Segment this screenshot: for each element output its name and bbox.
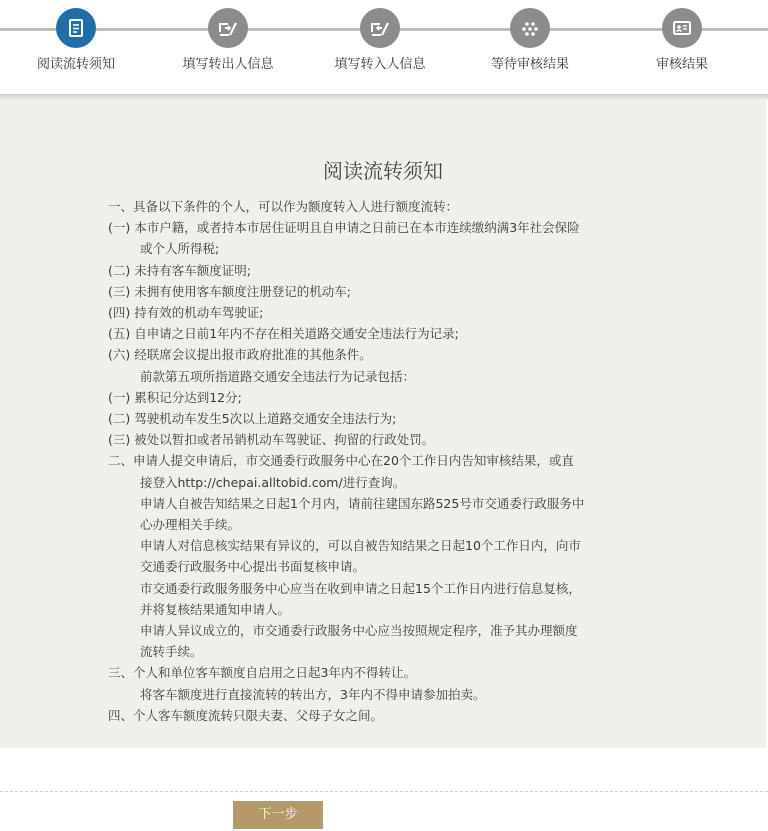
notice-line: 四、个人客车额度流转只限夫妻、父母子女之间。 xyxy=(108,707,384,723)
notice-line: (五) 自申请之日前1年内不存在相关道路交通安全违法行为记录; xyxy=(108,326,459,342)
notice-line: 一、具备以下条件的个人，可以作为额度转入人进行额度流转： xyxy=(108,199,459,214)
step-review-result xyxy=(617,8,747,74)
step-label: 等待审核结果 xyxy=(490,57,569,72)
notice-line: 申请人自被告知结果之日起1个月内，请前往建国东路525号市交通委行政服务中 xyxy=(140,495,585,511)
step-read-notice xyxy=(11,8,141,74)
step-label: 填写转入人信息 xyxy=(334,57,426,72)
notice-line: 将客车额度进行直接流转的转出方，3年内不得申请参加拍卖。 xyxy=(140,686,486,702)
step-transfer-in-info xyxy=(315,8,445,74)
notice-panel xyxy=(0,100,766,748)
notice-line: 并将复核结果通知申请人。 xyxy=(140,601,291,617)
notice-line: (六) 经联席会议提出报市政府批准的其他条件。 xyxy=(108,347,372,363)
id-card-icon xyxy=(662,8,702,48)
notice-body xyxy=(108,196,668,726)
notice-line: 前款第五项所指道路交通安全违法行为记录包括： xyxy=(140,368,416,384)
notice-line: 或个人所得税; xyxy=(140,241,220,257)
footer-divider xyxy=(0,791,768,792)
step-transfer-out-info xyxy=(163,8,293,74)
notice-line: (二) 驾驶机动车发生5次以上道路交通安全违法行为; xyxy=(108,411,397,427)
notice-title: 阅读流转须知 xyxy=(323,159,443,183)
notice-line: 二、申请人提交申请后，市交通委行政服务中心在20个工作日内告知审核结果，或直 xyxy=(108,453,574,469)
notice-line: (二) 未持有客车额度证明; xyxy=(108,262,251,278)
notice-line: 交通委行政服务中心提出书面复核申请。 xyxy=(140,559,366,575)
notice-line: 流转手续。 xyxy=(140,644,203,660)
document-icon xyxy=(56,8,96,48)
notice-line: 心办理相关手续。 xyxy=(140,517,241,533)
notice-line: 申请人异议成立的，市交通委行政服务中心应当按照规定程序，准予其办理额度 xyxy=(140,623,578,639)
notice-line: (一) 本市户籍，或者持本市居住证明且自申请之日前已在本市连续缴纳满3年社会保险 xyxy=(108,220,580,236)
notice-line: 申请人对信息核实结果有异议的，可以自被告知结果之日起10个工作日内，向市 xyxy=(140,538,581,554)
notice-line: 接登入http://chepai.alltobid.com/进行查询。 xyxy=(140,474,406,490)
notice-line: (四) 持有效的机动车驾驶证; xyxy=(108,305,264,321)
step-label: 填写转出人信息 xyxy=(182,57,274,72)
transfer-in-icon xyxy=(360,8,400,48)
step-label: 阅读流转须知 xyxy=(36,57,115,72)
step-await-review xyxy=(465,8,595,74)
step-label: 审核结果 xyxy=(655,57,708,72)
progress-stepper xyxy=(0,0,768,96)
notice-line: (三) 被处以暂扣或者吊销机动车驾驶证、拘留的行政处罚。 xyxy=(108,432,435,448)
notice-line: (三) 未拥有使用客车额度注册登记的机动车; xyxy=(108,283,351,299)
notice-line: 三、个人和单位客车额度自启用之日起3年内不得转让。 xyxy=(108,665,416,681)
notice-line: (一) 累积记分达到12分; xyxy=(108,389,242,405)
waiting-dots-icon xyxy=(510,8,550,48)
notice-line: 市交通委行政服务服务中心应当在收到申请之日起15个工作日内进行信息复核， xyxy=(140,580,581,596)
transfer-out-icon xyxy=(208,8,248,48)
next-step-button[interactable]: 下一步 xyxy=(233,801,323,829)
